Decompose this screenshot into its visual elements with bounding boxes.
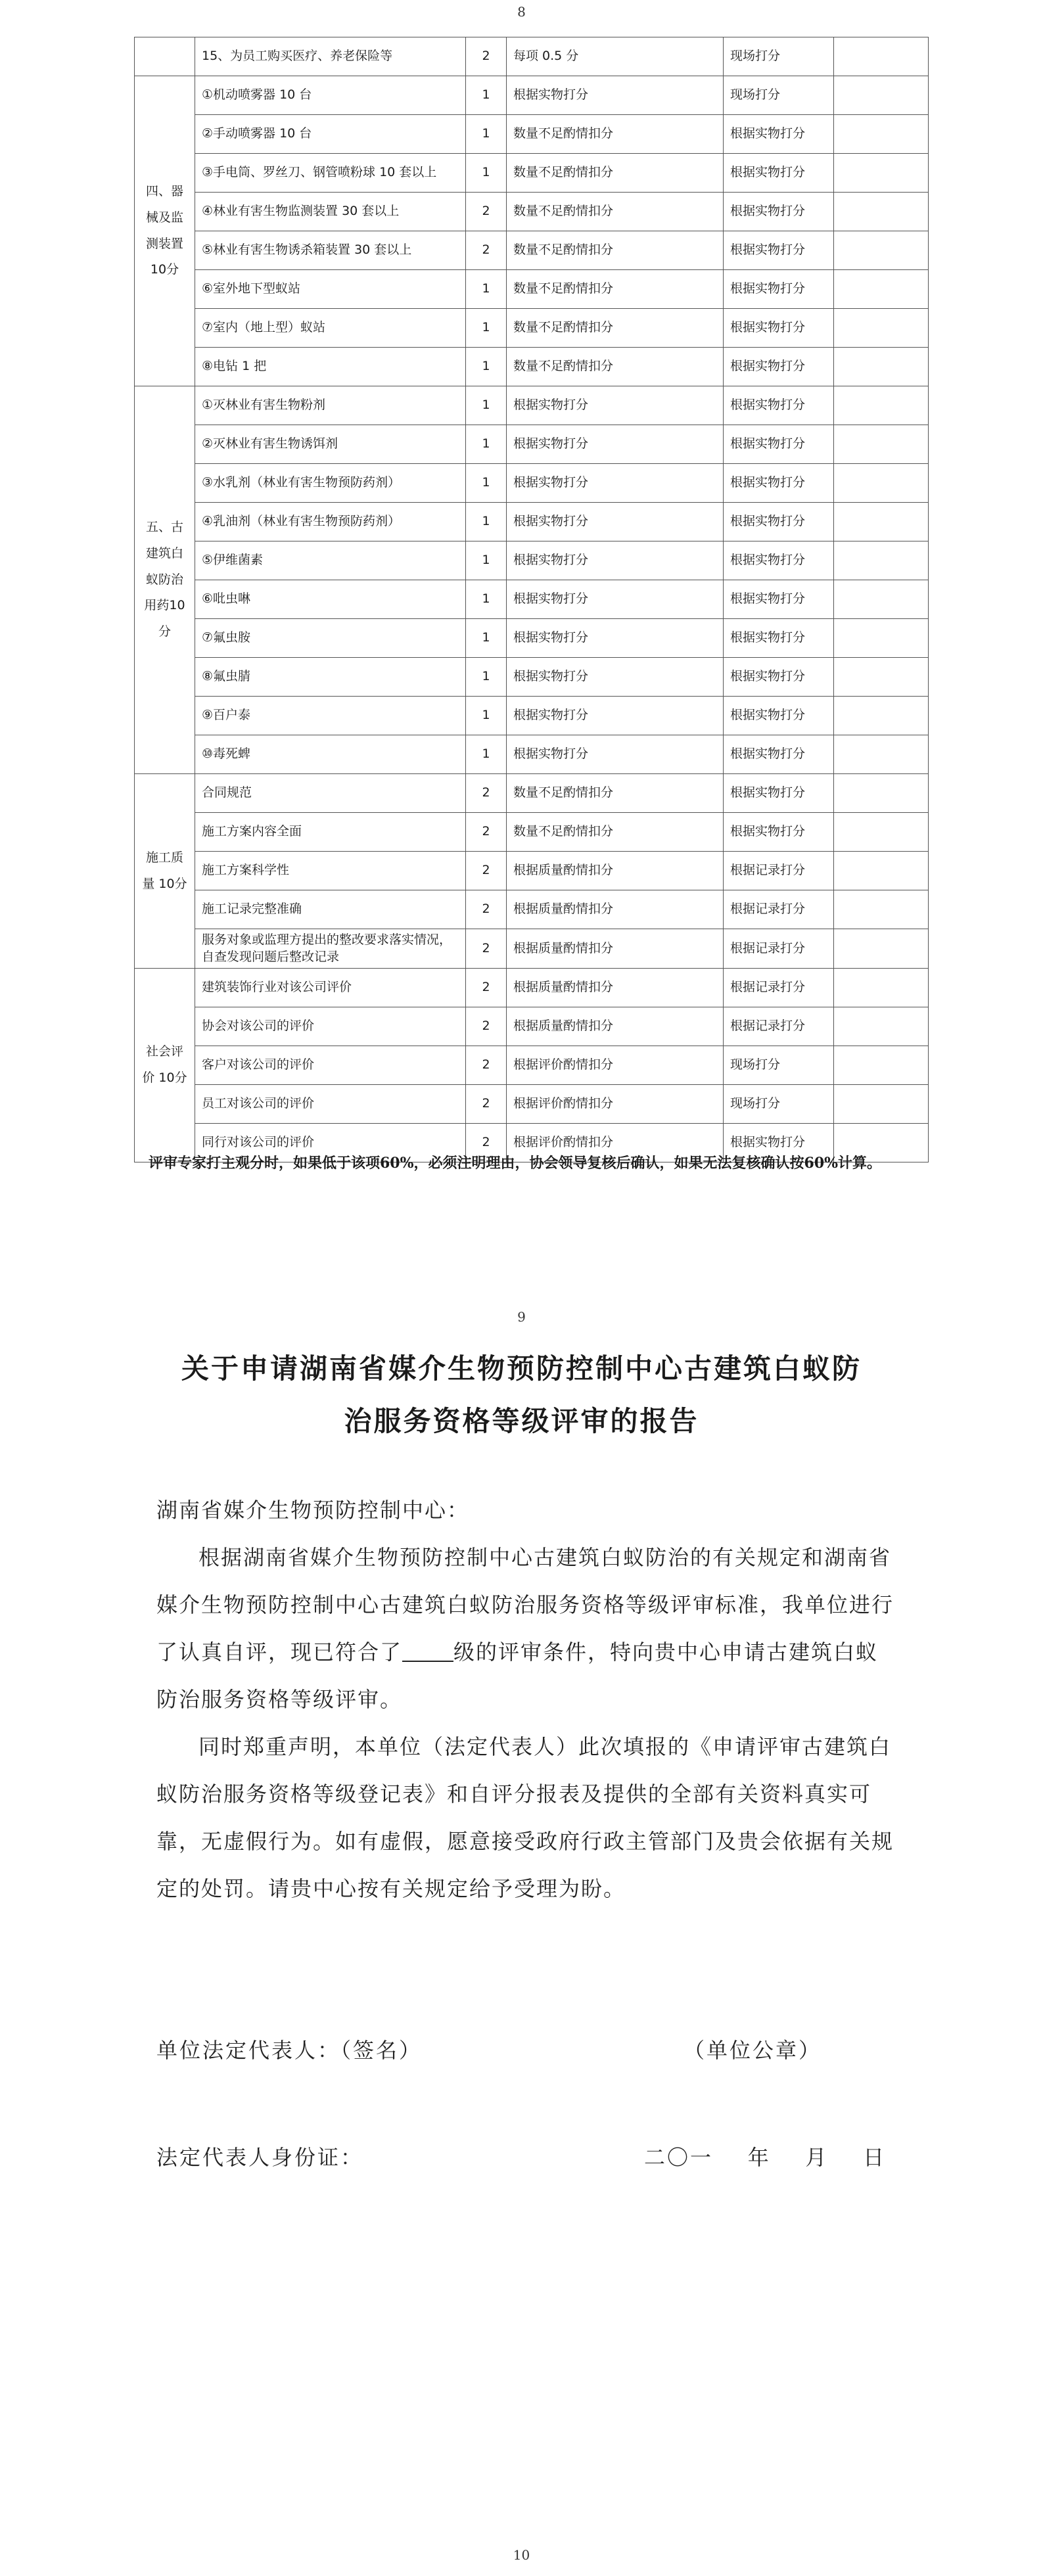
- unit-seal: （单位公章）: [684, 2038, 822, 2063]
- table-row: [135, 386, 929, 425]
- rule-cell: 数量不足酌情扣分: [507, 270, 724, 309]
- rule-cell: 根据质量酌情扣分: [507, 852, 724, 890]
- points-cell: 1: [466, 425, 507, 464]
- points-cell: 1: [466, 503, 507, 541]
- rule-cell: 数量不足酌情扣分: [507, 193, 724, 231]
- score-cell: [834, 115, 929, 154]
- method-cell: 根据实物打分: [724, 580, 834, 619]
- item-cell: ②手动喷雾器 10 台: [195, 115, 466, 154]
- method-cell: 根据实物打分: [724, 1124, 834, 1162]
- method-cell: 根据实物打分: [724, 193, 834, 231]
- rule-cell: 数量不足酌情扣分: [507, 774, 724, 813]
- rule-cell: 数量不足酌情扣分: [507, 309, 724, 348]
- method-cell: 根据实物打分: [724, 774, 834, 813]
- score-cell: [834, 541, 929, 580]
- legal-rep-signature: 单位法定代表人：（签名）: [156, 2038, 423, 2063]
- rule-cell: 根据实物打分: [507, 541, 724, 580]
- score-cell: [834, 270, 929, 309]
- table-row: [135, 503, 929, 541]
- points-cell: 1: [466, 697, 507, 735]
- rule-cell: 数量不足酌情扣分: [507, 154, 724, 193]
- score-cell: [834, 890, 929, 929]
- method-cell: 根据实物打分: [724, 658, 834, 697]
- item-cell: ③手电筒、罗丝刀、钢管喷粉球 10 套以上: [195, 154, 466, 193]
- score-cell: [834, 929, 929, 969]
- page-number: 8: [517, 4, 526, 20]
- points-cell: 1: [466, 619, 507, 658]
- table-row: [135, 1007, 929, 1046]
- points-cell: 2: [466, 813, 507, 852]
- score-cell: [834, 37, 929, 76]
- table-row: [135, 735, 929, 774]
- category-cell: 社会评价 10分: [135, 969, 195, 1162]
- points-cell: 2: [466, 1046, 507, 1085]
- item-cell: 建筑装饰行业对该公司评价: [195, 969, 466, 1007]
- method-cell: 现场打分: [724, 1046, 834, 1085]
- item-cell: ⑦室内（地上型）蚁站: [195, 309, 466, 348]
- category-cell: 施工质量 10分: [135, 774, 195, 969]
- method-cell: 根据实物打分: [724, 697, 834, 735]
- table-row: [135, 541, 929, 580]
- points-cell: 1: [466, 464, 507, 503]
- report-title-line-2: 治服务资格等级评审的报告: [344, 1405, 699, 1437]
- method-cell: 根据记录打分: [724, 852, 834, 890]
- rule-cell: 数量不足酌情扣分: [507, 115, 724, 154]
- rule-cell: 根据实物打分: [507, 658, 724, 697]
- item-cell: ⑩毒死蜱: [195, 735, 466, 774]
- table-row: [135, 658, 929, 697]
- score-cell: [834, 697, 929, 735]
- item-cell: ③水乳剂（林业有害生物预防药剂）: [195, 464, 466, 503]
- grade-blank: [402, 1640, 453, 1662]
- score-cell: [834, 193, 929, 231]
- table-row: [135, 425, 929, 464]
- table-row: [135, 464, 929, 503]
- table-row: [135, 852, 929, 890]
- table-row: [135, 580, 929, 619]
- rule-cell: 根据实物打分: [507, 503, 724, 541]
- table-row: [135, 1085, 929, 1124]
- category-cell: 四、器械及监测装置10分: [135, 76, 195, 386]
- rule-cell: 根据实物打分: [507, 735, 724, 774]
- item-cell: ①机动喷雾器 10 台: [195, 76, 466, 115]
- rule-cell: 根据评价酌情扣分: [507, 1046, 724, 1085]
- points-cell: 2: [466, 890, 507, 929]
- method-cell: 根据实物打分: [724, 309, 834, 348]
- item-cell: 15、为员工购买医疗、养老保险等: [195, 37, 466, 76]
- points-cell: 2: [466, 231, 507, 270]
- score-cell: [834, 1046, 929, 1085]
- item-cell: ⑤伊维菌素: [195, 541, 466, 580]
- table-row: [135, 115, 929, 154]
- points-cell: 2: [466, 37, 507, 76]
- table-row: [135, 619, 929, 658]
- table-row: [135, 37, 929, 76]
- points-cell: 2: [466, 774, 507, 813]
- points-cell: 1: [466, 580, 507, 619]
- table-row: [135, 309, 929, 348]
- rule-cell: 每项 0.5 分: [507, 37, 724, 76]
- table-row: [135, 231, 929, 270]
- points-cell: 1: [466, 541, 507, 580]
- method-cell: 根据实物打分: [724, 813, 834, 852]
- score-cell: [834, 580, 929, 619]
- method-cell: 根据实物打分: [724, 386, 834, 425]
- rule-cell: 数量不足酌情扣分: [507, 348, 724, 386]
- legal-rep-id-label: 法定代表人身份证：: [156, 2145, 364, 2170]
- table-row: [135, 270, 929, 309]
- points-cell: 2: [466, 929, 507, 969]
- score-cell: [834, 348, 929, 386]
- item-cell: ⑥吡虫啉: [195, 580, 466, 619]
- item-cell: 施工方案内容全面: [195, 813, 466, 852]
- item-cell: ④乳油剂（林业有害生物预防药剂）: [195, 503, 466, 541]
- item-cell: 协会对该公司的评价: [195, 1007, 466, 1046]
- score-cell: [834, 1085, 929, 1124]
- score-cell: [834, 386, 929, 425]
- method-cell: 根据实物打分: [724, 425, 834, 464]
- method-cell: 根据实物打分: [724, 231, 834, 270]
- method-cell: 现场打分: [724, 76, 834, 115]
- item-cell: ⑤林业有害生物诱杀箱装置 30 套以上: [195, 231, 466, 270]
- rule-cell: 根据实物打分: [507, 464, 724, 503]
- table-row: [135, 348, 929, 386]
- method-cell: 根据实物打分: [724, 270, 834, 309]
- item-cell: ④林业有害生物监测装置 30 套以上: [195, 193, 466, 231]
- score-cell: [834, 464, 929, 503]
- rule-cell: 根据实物打分: [507, 76, 724, 115]
- item-cell: 施工方案科学性: [195, 852, 466, 890]
- method-cell: 根据实物打分: [724, 115, 834, 154]
- page-number: 9: [517, 1309, 526, 1325]
- points-cell: 1: [466, 270, 507, 309]
- item-cell: ⑧氟虫腈: [195, 658, 466, 697]
- points-cell: 1: [466, 115, 507, 154]
- score-cell: [834, 425, 929, 464]
- score-cell: [834, 231, 929, 270]
- method-cell: 根据实物打分: [724, 154, 834, 193]
- method-cell: 现场打分: [724, 37, 834, 76]
- rule-cell: 根据评价酌情扣分: [507, 1124, 724, 1162]
- method-cell: 根据记录打分: [724, 969, 834, 1007]
- points-cell: 1: [466, 658, 507, 697]
- method-cell: 根据实物打分: [724, 541, 834, 580]
- item-cell: 施工记录完整准确: [195, 890, 466, 929]
- score-cell: [834, 813, 929, 852]
- item-cell: 客户对该公司的评价: [195, 1046, 466, 1085]
- table-row: [135, 929, 929, 969]
- score-cell: [834, 735, 929, 774]
- score-cell: [834, 619, 929, 658]
- points-cell: 1: [466, 348, 507, 386]
- points-cell: 2: [466, 193, 507, 231]
- points-cell: 1: [466, 309, 507, 348]
- scoring-footnote: 评审专家打主观分时，如果低于该项60%，必须注明理由，协会领导复核后确认，如果无法复核确认按60%计算。: [149, 1155, 882, 1172]
- table-row: [135, 813, 929, 852]
- table-row: [135, 697, 929, 735]
- item-cell: 合同规范: [195, 774, 466, 813]
- points-cell: 1: [466, 76, 507, 115]
- paragraph-1: [156, 1534, 899, 1723]
- rule-cell: 根据实物打分: [507, 580, 724, 619]
- score-cell: [834, 503, 929, 541]
- rule-cell: 根据实物打分: [507, 697, 724, 735]
- item-cell: ①灭林业有害生物粉剂: [195, 386, 466, 425]
- points-cell: 1: [466, 735, 507, 774]
- method-cell: 根据实物打分: [724, 464, 834, 503]
- rule-cell: 数量不足酌情扣分: [507, 813, 724, 852]
- points-cell: 1: [466, 154, 507, 193]
- rule-cell: 根据质量酌情扣分: [507, 1007, 724, 1046]
- report-title-line-1: 关于申请湖南省媒介生物预防控制中心古建筑白蚁防: [181, 1352, 862, 1385]
- page-number: 10: [513, 2547, 530, 2563]
- table-row: [135, 193, 929, 231]
- table-row: [135, 154, 929, 193]
- item-cell: ⑥室外地下型蚁站: [195, 270, 466, 309]
- item-cell: ②灭林业有害生物诱饵剂: [195, 425, 466, 464]
- score-cell: [834, 154, 929, 193]
- method-cell: 根据记录打分: [724, 1007, 834, 1046]
- points-cell: 2: [466, 1124, 507, 1162]
- method-cell: 根据记录打分: [724, 890, 834, 929]
- rule-cell: 根据实物打分: [507, 425, 724, 464]
- table-row: [135, 890, 929, 929]
- table-row: [135, 969, 929, 1007]
- paragraph-2: 同时郑重声明，本单位（法定代表人）此次填报的《申请评审古建筑白蚁防治服务资格等级登记表》和自评分报表及提供的全部有关资料真实可靠，无虚假行为。如有虚假，愿意接受政府行政主管部门及贵会依据有关规定的处罚。请贵中心按有关规定给予受理为盼。: [156, 1734, 894, 1901]
- method-cell: 根据实物打分: [724, 348, 834, 386]
- score-cell: [834, 852, 929, 890]
- category-cell: 五、古建筑白蚁防治用药10分: [135, 386, 195, 774]
- category-cell: [135, 37, 195, 76]
- points-cell: 2: [466, 969, 507, 1007]
- paragraph-1-text-b: 级的评审条件，特向贵中心申请古建筑白蚁防治服务资格等级评审。: [156, 1640, 879, 1712]
- points-cell: 2: [466, 852, 507, 890]
- item-cell: ⑦氟虫胺: [195, 619, 466, 658]
- score-cell: [834, 774, 929, 813]
- scoring-table: [134, 37, 929, 1162]
- rule-cell: 根据实物打分: [507, 619, 724, 658]
- points-cell: 2: [466, 1007, 507, 1046]
- points-cell: 1: [466, 386, 507, 425]
- method-cell: 根据记录打分: [724, 929, 834, 969]
- points-cell: 2: [466, 1085, 507, 1124]
- table-row: [135, 774, 929, 813]
- rule-cell: 根据质量酌情扣分: [507, 890, 724, 929]
- table-row: [135, 1046, 929, 1085]
- score-cell: [834, 309, 929, 348]
- score-cell: [834, 76, 929, 115]
- rule-cell: 数量不足酌情扣分: [507, 231, 724, 270]
- item-cell: ⑨百户泰: [195, 697, 466, 735]
- item-cell: ⑧电钻 1 把: [195, 348, 466, 386]
- salutation: 湖南省媒介生物预防控制中心：: [156, 1498, 470, 1523]
- table-row: [135, 76, 929, 115]
- rule-cell: 根据评价酌情扣分: [507, 1085, 724, 1124]
- rule-cell: 根据质量酌情扣分: [507, 929, 724, 969]
- rule-cell: 根据实物打分: [507, 386, 724, 425]
- item-cell: 员工对该公司的评价: [195, 1085, 466, 1124]
- method-cell: 根据实物打分: [724, 735, 834, 774]
- report-date: 二〇一 年 月 日: [644, 2145, 887, 2170]
- rule-cell: 根据质量酌情扣分: [507, 969, 724, 1007]
- method-cell: 根据实物打分: [724, 619, 834, 658]
- score-cell: [834, 658, 929, 697]
- score-cell: [834, 1007, 929, 1046]
- score-cell: [834, 969, 929, 1007]
- method-cell: 根据实物打分: [724, 503, 834, 541]
- item-cell: 服务对象或监理方提出的整改要求落实情况，自查发现问题后整改记录: [195, 929, 466, 969]
- paragraph-1-text-a: 根据湖南省媒介生物预防控制中心古建筑白蚁防治的有关规定和湖南省媒介生物预防控制中心古建筑白蚁防治服务资格等级评审标准，我单位进行了认真自评，现已符合了: [156, 1545, 894, 1665]
- method-cell: 现场打分: [724, 1085, 834, 1124]
- item-cell: 同行对该公司的评价: [195, 1124, 466, 1162]
